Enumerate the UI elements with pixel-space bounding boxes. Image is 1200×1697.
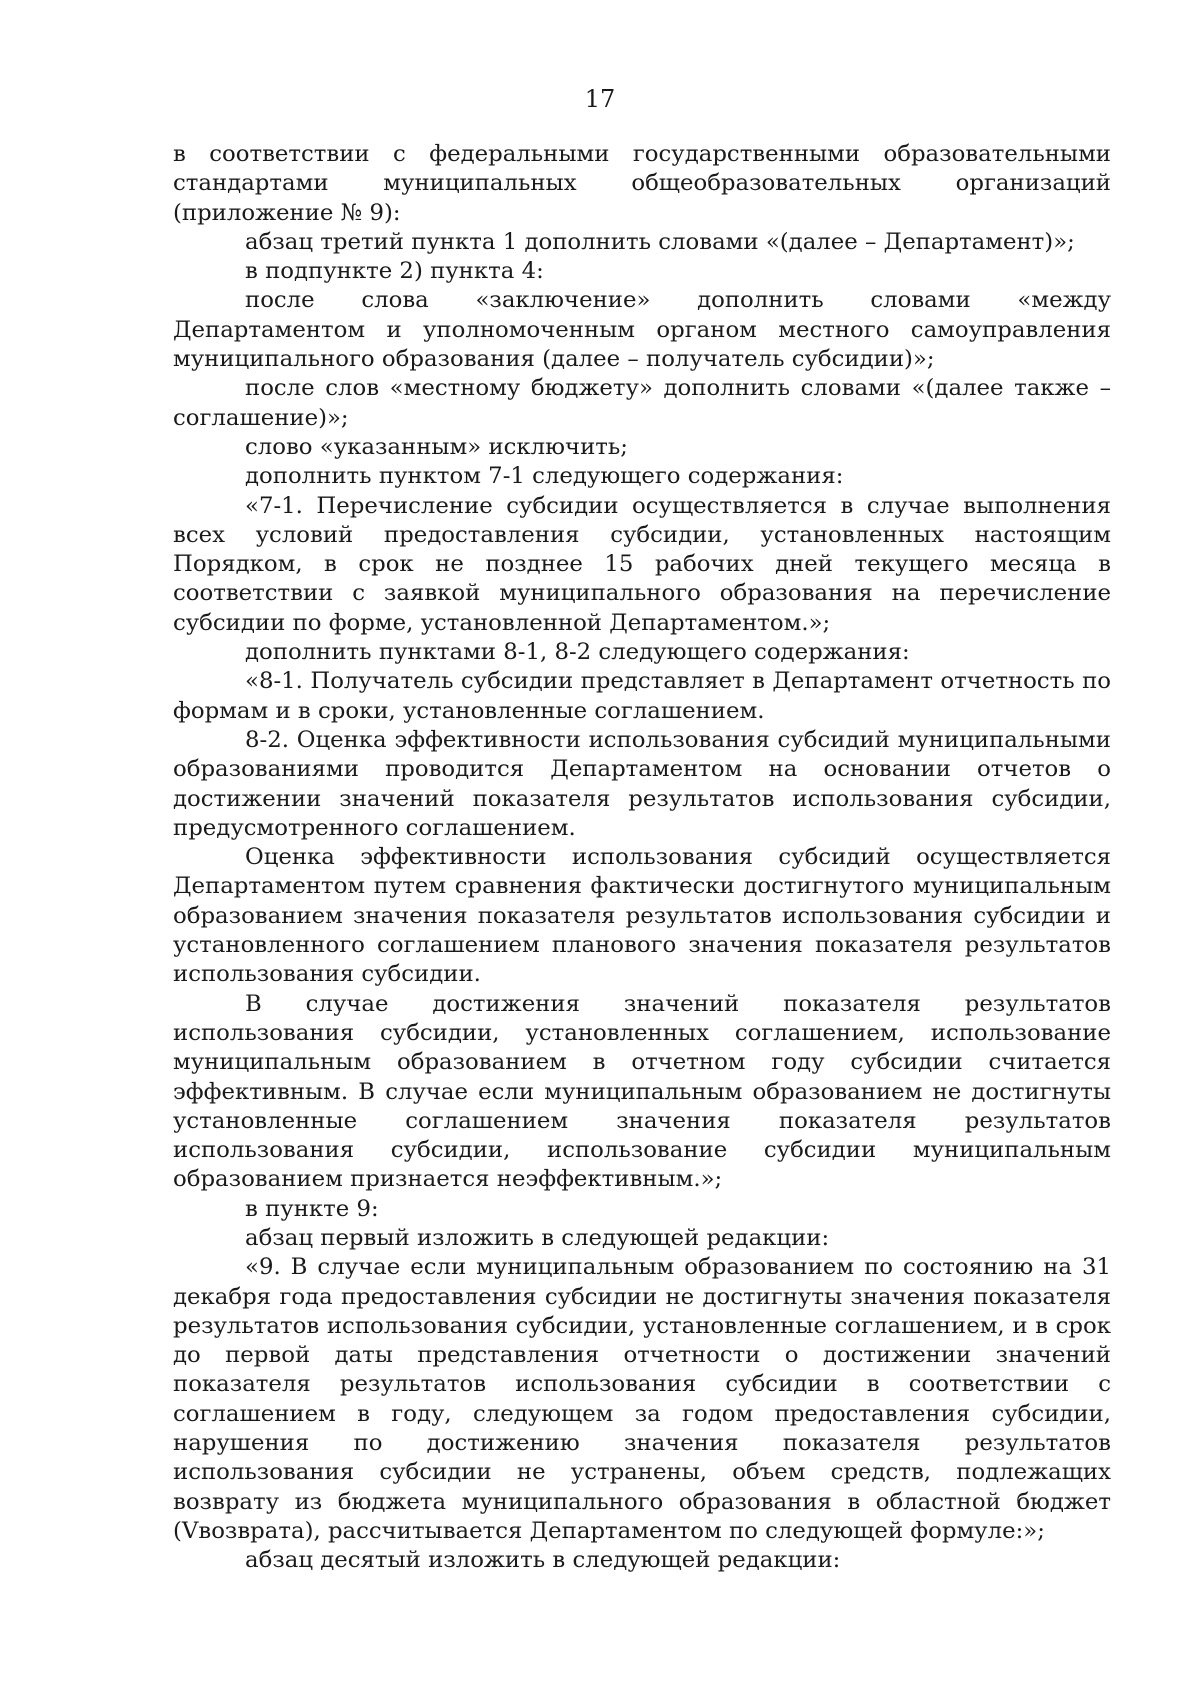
document-body [173,140,1111,1576]
paragraph: абзац третий пункта 1 дополнить словами «(далее – Департамент)»; [245,228,1075,255]
paragraph: «7-1. Перечисление субсидии осуществляется в случае выполнения всех условий предоставления субсидии, установленных настоящим Порядком, в срок не позднее 15 рабочих дней текущего месяца в соответствии с заявкой муниципального образования на перечисление субсидии по форме, установленной Департаментом.»; [173,492,1111,636]
paragraph: абзац первый изложить в следующей редакции: [245,1224,830,1251]
paragraph: 8-2. Оценка эффективности использования субсидий муниципальными образованиями проводится Департаментом на основании отчетов о достижении значений показателя результатов использования субсидии, предусмотренного соглашением. [173,726,1111,841]
paragraph: после слов «местному бюджету» дополнить словами «(далее также – соглашение)»; [173,375,1111,431]
paragraph: в соответствии с федеральными государственными образовательными стандартами муниципальных общеобразовательных организаций (приложение № 9): [173,141,1111,226]
paragraph: после слова «заключение» дополнить словами «между Департаментом и уполномоченным органом местного самоуправления муниципального образования (далее – получатель субсидии)»; [173,287,1111,373]
paragraph: слово «указанным» исключить; [245,433,628,460]
paragraph: в подпункте 2) пункта 4: [245,258,544,285]
paragraph: В случае достижения значений показателя результатов использования субсидии, установленных соглашением, использование муниципальным образованием в отчетном году субсидии считается эффективным. В случае если муниципальным образованием не достигнуты установленные соглашением значения показателя результатов использования субсидии, использование субсидии муниципальным образованием признается неэффективным.»; [173,990,1111,1193]
paragraph: в пункте 9: [245,1195,379,1222]
paragraph: дополнить пунктом 7-1 следующего содержания: [245,463,844,490]
page-number: 17 [584,85,616,113]
paragraph: «8-1. Получатель субсидии представляет в Департамент отчетность по формам и в сроки, установленные соглашением. [173,668,1111,724]
paragraph: дополнить пунктами 8-1, 8-2 следующего содержания: [245,639,910,666]
paragraph: «9. В случае если муниципальным образованием по состоянию на 31 декабря года предоставления субсидии не достигнуты значения показателя результатов использования субсидии, установленные соглашением, и в срок до первой даты представления отчетности о достижении значений показателя результатов использования субсидии в соответствии с соглашением в году, следующем за годом предоставления субсидии, нарушения по достижению значения показателя результатов использования субсидии не устранены, объем средств, подлежащих возврату из бюджета муниципального образования в областной бюджет (Vвозврата), рассчитывается Департаментом по следующей формуле:»; [173,1254,1111,1544]
paragraph: Оценка эффективности использования субсидий осуществляется Департаментом путем сравнения фактически достигнутого муниципальным образованием значения показателя результатов использования субсидии и установленного соглашением планового значения показателя результатов использования субсидии. [173,844,1111,988]
paragraph: абзац десятый изложить в следующей редакции: [245,1547,841,1574]
